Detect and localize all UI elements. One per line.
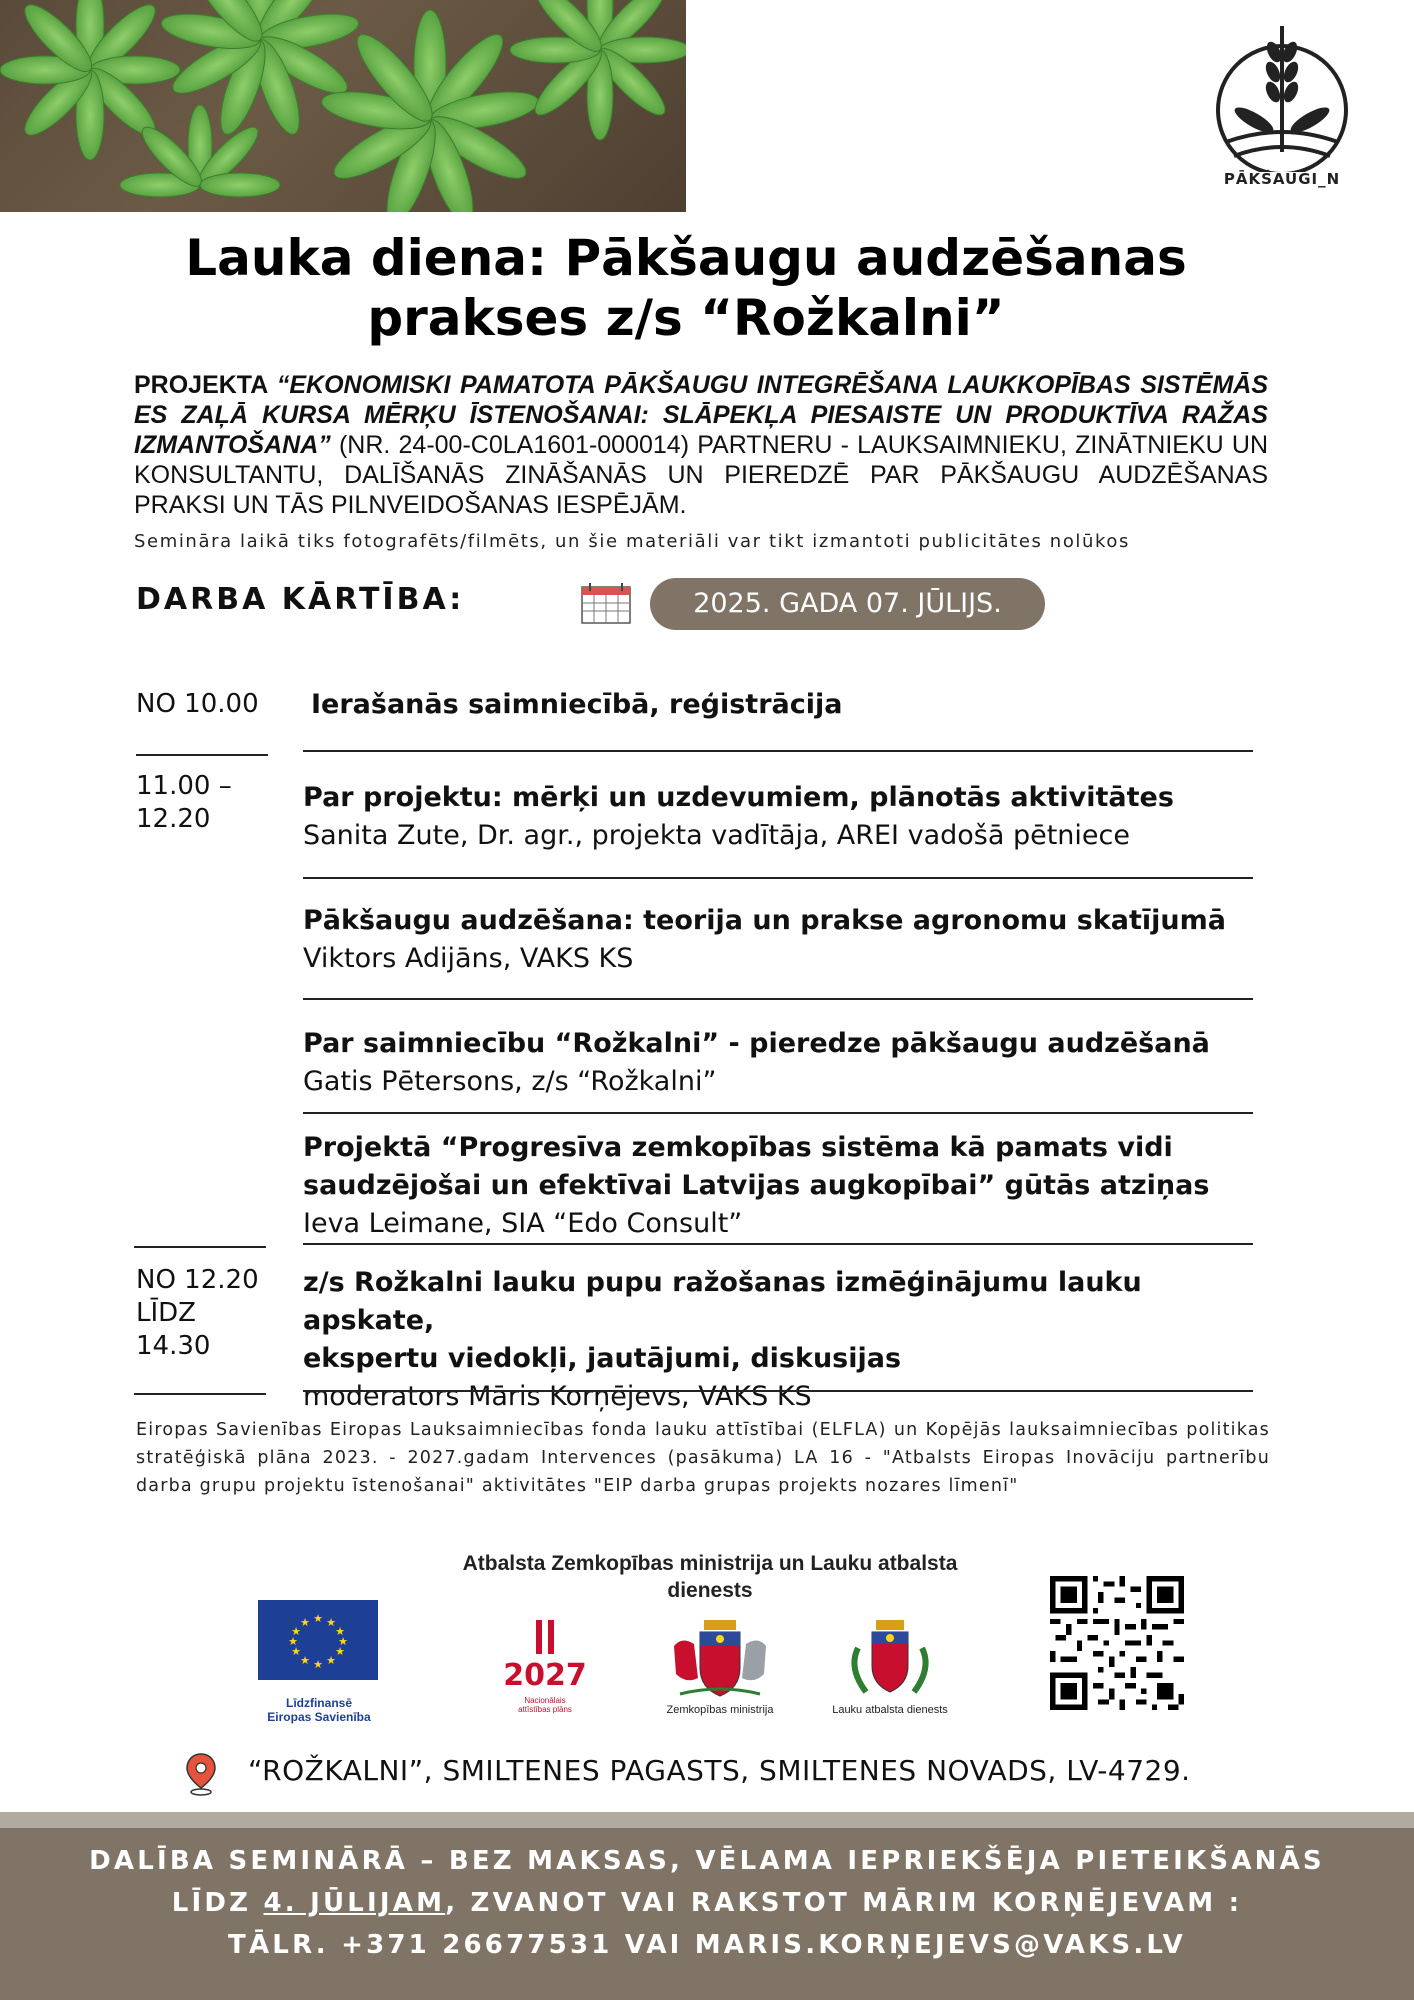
lupine-leaves-photo [0,0,686,212]
agenda-item-title: Par saimniecību “Rožkalni” - pieredze pākšaugu audzēšanā [303,1028,1210,1059]
event-address: “ROŽKALNI”, SMILTENES PAGASTS, SMILTENES NOVADS, LV-4729. [248,1754,1191,1787]
agenda-item-speaker: moderators Māris Korņējevs, VAKS KS [303,1381,812,1412]
agenda-item-2 [303,779,1263,855]
divider [303,1112,1253,1114]
svg-text:★: ★ [291,1625,301,1638]
divider [134,1246,266,1248]
support-line-1: Atbalsta Zemkopības ministrija un Lauku atbalsta [462,1552,958,1575]
divider [136,754,268,756]
footer-line-2 [0,1882,1414,1924]
svg-text:★: ★ [335,1625,345,1638]
pakshaugi-logo [1212,22,1352,194]
divider [303,998,1253,1000]
zemkopibas-ministrija-logo [660,1618,780,1722]
svg-text:★: ★ [300,1616,310,1629]
agenda-item-speaker: Ieva Leimane, SIA “Edo Consult” [303,1208,743,1239]
agenda-item-title-line2: ekspertu viedokļi, jautājumi, diskusijas [303,1343,902,1374]
coat-of-arms-icon [660,1618,780,1702]
qr-code[interactable] [1050,1576,1184,1710]
title-line-1: Lauka diena: Pākšaugu audzēšanas [185,229,1187,287]
support-statement [420,1550,1000,1604]
nap-caption-2: attīstības plāns [518,1705,572,1714]
divider [303,877,1253,879]
funding-statement: Eiropas Savienības Eiropas Lauksaimniecības fonda lauku attīstībai (ELFLA) un Kopējās lauksaimniecības politikas stratēģiskā plāna 2023. - 2027.gadam Intervences (pasākuma) LA 16 - "Atbalsts Eiropas Inovāciju partnerību darba grupu projektu īstenošanai" aktivitātes "EIP darba grupas projekts nozares līmenī" [136,1420,1270,1496]
project-prefix: PROJEKTA [134,371,277,399]
eu-caption [248,1696,390,1724]
time-until: LĪDZ [136,1298,196,1328]
nap-caption [500,1696,590,1714]
footer-divider [0,1812,1414,1828]
time-start: 11.00 – [136,771,232,801]
nap-2027-logo [500,1618,590,1722]
registration-footer [0,1828,1414,2000]
agenda-item-title-line1: z/s Rožkalni lauku pupu ražošanas izmēģinājumu lauku apskate, [303,1267,1142,1336]
event-date-badge: 2025. GADA 07. JŪLIJS. [650,578,1045,630]
registration-deadline: 4. JŪLIJAM [263,1888,446,1918]
coat-of-arms-icon [828,1618,952,1702]
agenda-item-title: Par projektu: mērķi un uzdevumiem, plānotās aktivitātes [303,782,1174,813]
svg-text:★: ★ [335,1645,345,1658]
agenda-item-speaker: Viktors Adijāns, VAKS KS [303,943,634,974]
eu-logo [258,1600,380,1724]
calendar-icon [580,583,634,625]
support-line-2: dienests [667,1579,753,1602]
title-line-2: prakses z/s “Rožkalni” [367,289,1005,347]
agenda-item-speaker: Gatis Pētersons, z/s “Rožkalni” [303,1066,717,1097]
agenda-item-6 [303,1264,1263,1416]
agenda-item-1 [311,686,1271,724]
logo-text: PĀKŠAUGI_N [1223,170,1341,188]
divider [303,1243,1253,1245]
time-end: 14.30 [136,1331,211,1361]
project-details: (NR. 24-00-C0LA1601-000014) PARTNERU - LAUKSAIMNIEKU, ZINĀTNIEKU UN KONSULTANTU, DALĪŠANĀS ZINĀŠANĀS UN PIEREDZĒ PAR PĀKŠAUGU AUDZĒŠANAS PRAKSI UN TĀS PILNVEIDOŠANAS IESPĒJĀM. [134,431,1268,519]
svg-text:★: ★ [326,1616,336,1629]
time-start: NO 12.20 [136,1265,259,1295]
agenda-item-title-line2: saudzējošai un efektīvai Latvijas augkopībai” gūtās atziņas [303,1170,1210,1201]
time-slot-2 [136,770,286,836]
agenda-item-title: Pākšaugu audzēšana: teorija un prakse agronomu skatījumā [303,905,1226,936]
photo-notice: Semināra laikā tiks fotografēts/filmēts, un šie materiāli var tikt izmantoti publicitātes nolūkos [134,531,1131,552]
footer-line-1: DALĪBA SEMINĀRĀ – BEZ MAKSAS, VĒLAMA IEPRIEKŠĒJA PIETEIKŠANĀS [89,1846,1325,1876]
nap-caption-1: Nacionālais [524,1696,566,1705]
divider [134,1393,266,1395]
time-end: 12.20 [136,804,211,834]
agenda-item-title-line1: Projektā “Progresīva zemkopības sistēma kā pamats vidi [303,1132,1173,1163]
svg-text:★: ★ [300,1654,310,1667]
agenda-item-speaker: Sanita Zute, Dr. agr., projekta vadītāja, AREI vadošā pētniece [303,820,1130,851]
svg-text:★: ★ [338,1635,348,1648]
svg-text:★: ★ [313,1658,323,1671]
svg-text:★: ★ [288,1635,298,1648]
nap-year: 2027 [503,1658,587,1693]
lad-caption: Lauku atbalsta dienests [832,1704,948,1716]
svg-text:★: ★ [326,1654,336,1667]
project-description [134,370,1268,520]
location-pin-icon [184,1752,218,1796]
eu-caption-2: Eiropas Savienība [267,1710,371,1724]
agenda-item-3 [303,902,1263,978]
agenda-item-5 [303,1129,1263,1243]
agenda-item-title: Ierašanās saimniecībā, reģistrācija [311,689,843,720]
page-title [100,228,1272,348]
eu-caption-1: Līdzfinansē [285,1696,352,1710]
zm-caption: Zemkopības ministrija [666,1704,774,1716]
time-slot-3 [136,1264,286,1363]
project-name: “EKONOMISKI PAMATOTA PĀKŠAUGU INTEGRĒŠANA LAUKKOPĪBAS SISTĒMĀS ES ZAĻĀ KURSA MĒRĶU ĪSTENOŠANAI: SLĀPEKĻA PIESAISTE UN PRODUKTĪVA RAŽAS IZMANTOŠANA” [134,371,1268,459]
time-slot-1: NO 10.00 [136,689,259,719]
divider [303,1390,1253,1392]
agenda-item-4 [303,1025,1263,1101]
svg-text:★: ★ [313,1612,323,1625]
footer-contact: TĀLR. +371 26677531 VAI MARIS.KORŅEJEVS@VAKS.LV [228,1930,1186,1960]
eu-flag-icon [258,1600,378,1680]
footer-line-2-suffix: , ZVANOT VAI RAKSTOT MĀRIM KORŅĒJEVAM : [445,1888,1243,1918]
lauku-atbalsta-dienests-logo [828,1618,952,1722]
svg-text:★: ★ [291,1645,301,1658]
divider [303,750,1253,752]
footer-line-2-prefix: LĪDZ [171,1888,264,1918]
agenda-heading: DARBA KĀRTĪBA: [136,582,465,617]
